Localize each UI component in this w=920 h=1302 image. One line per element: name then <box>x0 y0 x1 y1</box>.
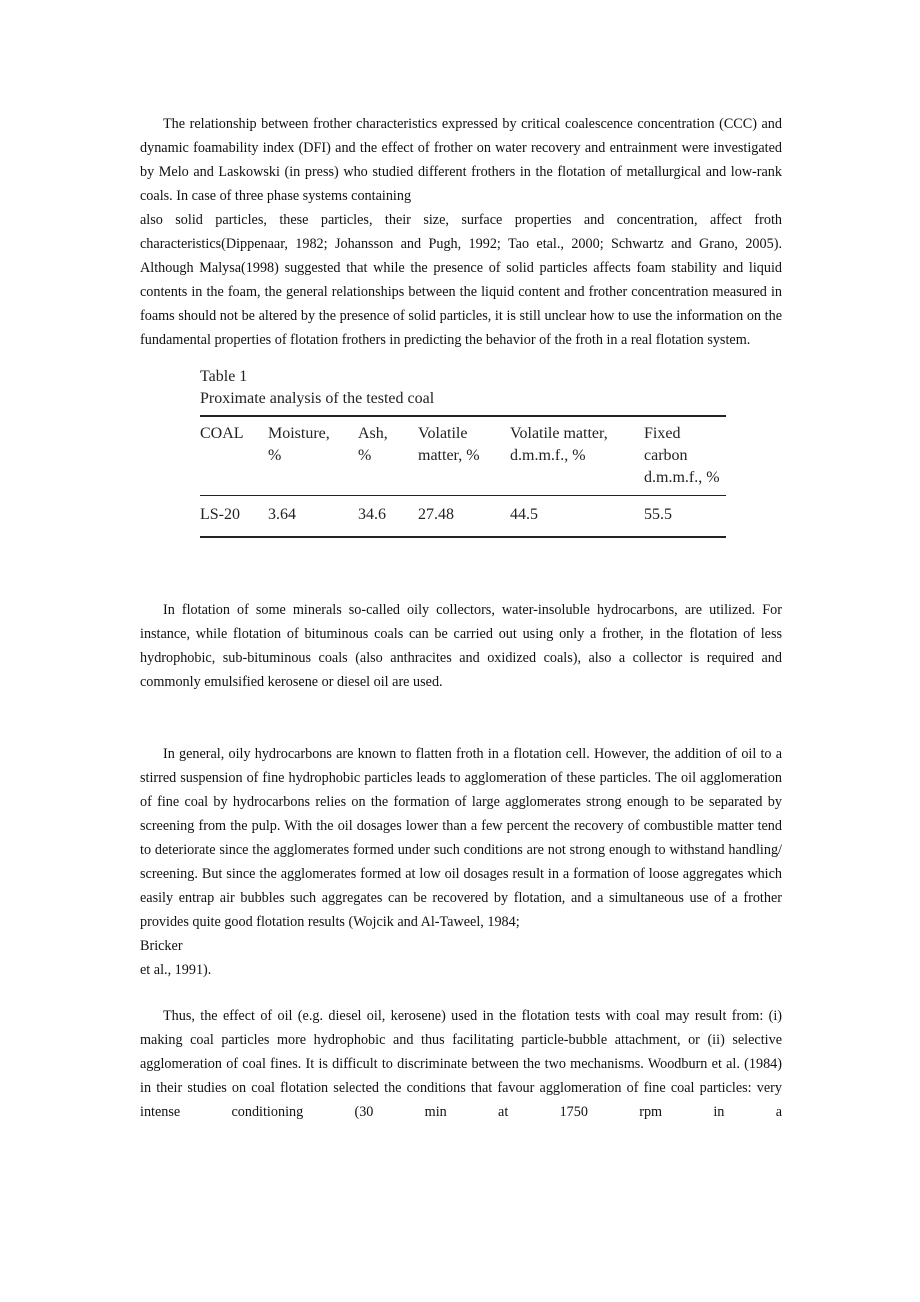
table-row <box>200 496 726 538</box>
paragraph-1-part-b: also solid particles, these particles, their size, surface properties and concentration, affect froth characteristics(Dippenaar, 1982; Johansson and Pugh, 1992; Tao etal., 2000; Schwartz and Grano, 2005). Although Malysa(1998) suggested that while the presence of solid particles affects foam stability and liquid contents in the foam, the general relationships between the liquid content and frother concentration measured in foams should not be altered by the presence of solid particles, it is still unclear how to use the information on the fundamental properties of flotation frothers in predicting the behavior of the froth in a real flotation system. <box>140 212 782 348</box>
header-fixed-carbon-dmmf: Fixed carbon d.m.m.f., % <box>644 425 720 486</box>
cell-coal: LS-20 <box>200 506 240 523</box>
cell-moisture: 3.64 <box>268 506 296 523</box>
header-coal: COAL <box>200 425 244 442</box>
cell-fixed-carbon-dmmf: 55.5 <box>644 506 672 523</box>
header-volatile-matter-dmmf: Volatile matter, d.m.m.f., % <box>510 425 608 464</box>
paragraph-1-part-a: The relationship between frother characteristics expressed by critical coalescence concentration (CCC) and dynamic foamability index (DFI) and the effect of frother on water recovery and entrainment were investigated by Melo and Laskowski (in press) who studied different frothers in the flotation of metallurgical and low-rank coals. In case of three phase systems containing <box>140 116 782 204</box>
table-title: Proximate analysis of the tested coal <box>200 390 435 407</box>
paragraph-2: In flotation of some minerals so-called oily collectors, water-insoluble hydrocarbons, are utilized. For instance, while flotation of bituminous coals can be carried out using only a frother, in the flotation of less hydrophobic, sub-bituminous coals (also anthracites and oxidized coals), also a collector is required and commonly emulsified kerosene or diesel oil are used. <box>140 602 782 690</box>
header-ash: Ash, % <box>358 425 388 464</box>
document-page <box>140 112 782 1124</box>
cell-ash: 34.6 <box>358 506 386 523</box>
header-moisture: Moisture, % <box>268 425 330 464</box>
table-label: Table 1 <box>200 368 248 385</box>
header-volatile-matter: Volatile matter, % <box>418 425 480 464</box>
table-header-row <box>200 416 726 496</box>
cell-volatile-matter: 27.48 <box>418 506 454 523</box>
paragraph-4: Thus, the effect of oil (e.g. diesel oil, kerosene) used in the flotation tests with coal may result from: (i) making coal particles more hydrophobic and thus facilitating particle-bubble attachment, or (ii) selective agglomeration of coal fines. It is difficult to discriminate between the two mechanisms. Woodburn et al. (1984) in their studies on coal flotation selected the conditions that favour agglomeration of fine coal particles: very intense conditioning (30 min at 1750 rpm in a <box>140 1008 782 1120</box>
table-1 <box>200 366 726 538</box>
paragraph-3-line-c: et al., 1991). <box>140 962 212 978</box>
paragraph-3-line-b: Bricker <box>140 938 183 954</box>
proximate-analysis-table <box>200 415 726 538</box>
cell-volatile-matter-dmmf: 44.5 <box>510 506 538 523</box>
paragraph-3: In general, oily hydrocarbons are known to flatten froth in a flotation cell. However, the addition of oil to a stirred suspension of fine hydrophobic particles leads to agglomeration of these particles. The oil agglomeration of fine coal by hydrocarbons relies on the formation of large agglomerates strong enough to be separated by screening from the pulp. With the oil dosages lower than a few percent the recovery of combustible matter tend to deteriorate since the agglomerates formed under such conditions are not strong enough to withstand handling/ screening. But since the agglomerates formed at low oil dosages result in a formation of loose aggregates which easily entrap air bubbles such aggregates can be recovered by flotation, and a simultaneous use of a frother provides quite good flotation results (Wojcik and Al-Taweel, 1984; <box>140 746 782 930</box>
